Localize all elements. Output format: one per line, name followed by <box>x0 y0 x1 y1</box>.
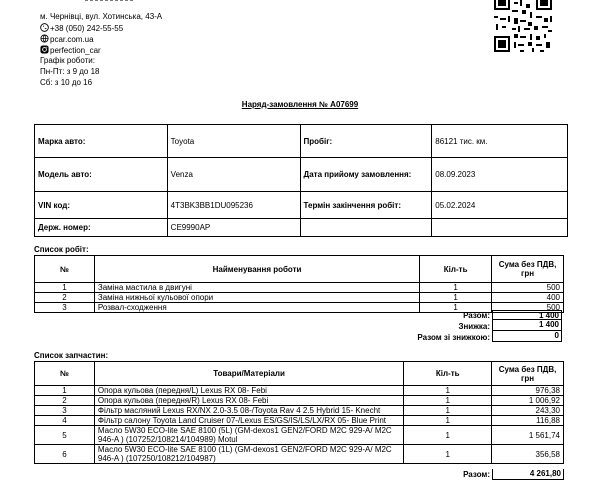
parts-section-title: Список запчастин: <box>34 351 109 360</box>
col-header-num: № <box>35 362 95 386</box>
work-sum: 500 <box>492 303 564 313</box>
part-name: Фільтр масляний Lexus RX/NX 2.0-3.5 08-/Toyota Rav 4 2.5 Hybrid 15- Knecht <box>94 406 403 416</box>
schedule-title: Графік роботи: <box>40 56 95 65</box>
table-row <box>35 283 564 293</box>
plate-label: Держ. номер: <box>35 219 168 237</box>
work-sum: 400 <box>492 293 564 303</box>
part-qty: 1 <box>404 386 492 396</box>
work-num: 2 <box>35 293 95 303</box>
order-title: Наряд-замовлення № А07699 <box>241 100 359 109</box>
col-header-name: Найменування роботи <box>94 256 419 283</box>
part-num: 2 <box>35 396 95 406</box>
parts-total-label: Разом: <box>463 470 490 479</box>
make-value: Toyota <box>167 125 300 158</box>
part-sum: 356,58 <box>492 445 564 464</box>
works-total-value: 1 400 <box>492 310 562 320</box>
part-num: 3 <box>35 406 95 416</box>
phone-line <box>40 23 123 34</box>
instagram-icon <box>40 45 49 54</box>
works-discount-value: 1 400 <box>492 320 562 331</box>
mileage-label: Пробіг: <box>300 125 432 158</box>
globe-icon <box>40 34 49 43</box>
col-header-qty: Кіл-ть <box>404 362 492 386</box>
table-row <box>35 386 564 396</box>
part-qty: 1 <box>404 396 492 406</box>
table-row <box>35 445 564 464</box>
part-name: Масло 5W30 ECO-lite SAE 8100 (5L) (GM-dexos1 GEN2/FORD M2C 929-A/ M2C 946-A ) (107252/108214/104989) Motul <box>94 426 403 445</box>
work-sum: 500 <box>492 283 564 293</box>
part-sum: 243,30 <box>492 406 564 416</box>
model-label: Модель авто: <box>35 158 168 192</box>
part-qty: 1 <box>404 406 492 416</box>
vin-label: VIN код: <box>35 192 168 219</box>
parts-total-row <box>300 470 490 480</box>
table-header-row <box>35 256 564 283</box>
plate-value: СЕ9990АР <box>167 219 300 237</box>
part-num: 5 <box>35 426 95 445</box>
col-header-sum: Сума без ПДВ, грн <box>492 256 564 283</box>
vin-value: 4T3BK3BB1DU095236 <box>167 192 300 219</box>
part-sum: 116,88 <box>492 416 564 426</box>
make-label: Марка авто: <box>35 125 168 158</box>
instagram-link[interactable]: perfection_car <box>50 46 101 55</box>
works-table <box>34 255 564 313</box>
parts-table <box>34 361 564 464</box>
part-qty: 1 <box>404 416 492 426</box>
part-name: Опора кульова (передня/R) Lexus RX 08- Febi <box>94 396 403 406</box>
table-row <box>35 219 568 237</box>
part-num: 6 <box>35 445 95 464</box>
phone-text[interactable]: +38 (050) 242-55-55 <box>50 24 124 33</box>
part-qty: 1 <box>404 445 492 464</box>
table-row <box>35 396 564 406</box>
work-qty: 1 <box>420 283 492 293</box>
works-total-row <box>300 311 490 321</box>
site-line <box>40 34 94 45</box>
part-name: Опора кульова (передня/L) Lexus RX 08- Febi <box>94 386 403 396</box>
work-num: 3 <box>35 303 95 313</box>
part-num: 4 <box>35 416 95 426</box>
works-with-discount-value: 0 <box>492 331 562 342</box>
vehicle-table <box>34 124 568 237</box>
table-row <box>35 426 564 445</box>
schedule-weekdays: Пн-Пт: з 9 до 18 <box>40 67 100 76</box>
site-link[interactable]: pcar.com.ua <box>50 35 94 44</box>
finish-date-label: Термін закінчення робіт: <box>300 192 432 219</box>
work-qty: 1 <box>420 303 492 313</box>
col-header-name: Товари/Матеріали <box>94 362 403 386</box>
header-cut-text <box>85 0 133 2</box>
part-qty: 1 <box>404 426 492 445</box>
part-sum: 976,38 <box>492 386 564 396</box>
works-with-discount-label: Разом зі знижкою: <box>417 333 490 342</box>
work-name: Розвал-сходження <box>94 303 419 313</box>
col-header-num: № <box>35 256 95 283</box>
part-sum: 1 561,74 <box>492 426 564 445</box>
works-discount-label: Знижка: <box>458 322 490 331</box>
empty-cell <box>300 219 432 237</box>
finish-date-value: 05.02.2024 <box>432 192 568 219</box>
mileage-value: 86121 тис. км. <box>432 125 568 158</box>
address-text: м. Чернівці, вул. Хотинська, 43-А <box>40 12 163 21</box>
works-discount-row <box>300 322 490 332</box>
table-row <box>35 293 564 303</box>
table-row <box>35 406 564 416</box>
instagram-line <box>40 45 101 56</box>
part-name: Фільтр салону Toyota Land Cruiser 07-/Lexus ES/GS/IS/LS/LX/RX 05- Blue Print <box>94 416 403 426</box>
accept-date-label: Дата прийому замовлення: <box>300 158 432 192</box>
col-header-qty: Кіл-ть <box>420 256 492 283</box>
works-with-discount-row <box>300 333 490 343</box>
part-sum: 1 006,92 <box>492 396 564 406</box>
col-header-sum: Сума без ПДВ, грн <box>492 362 564 386</box>
works-section-title: Список робіт: <box>34 245 89 254</box>
empty-cell <box>432 219 568 237</box>
part-num: 1 <box>35 386 95 396</box>
table-row <box>35 125 568 158</box>
table-header-row <box>35 362 564 386</box>
work-name: Заміна мастила в двигуні <box>94 283 419 293</box>
work-qty: 1 <box>420 293 492 303</box>
accept-date-value: 08.09.2023 <box>432 158 568 192</box>
table-row <box>35 158 568 192</box>
qr-code <box>492 0 554 54</box>
schedule-saturday: Сб: з 10 до 16 <box>40 78 93 87</box>
work-num: 1 <box>35 283 95 293</box>
table-row <box>35 416 564 426</box>
work-name: Заміна нижньої кульової опори <box>94 293 419 303</box>
parts-total-value: 4 261,80 <box>492 469 564 480</box>
phone-icon <box>40 23 49 32</box>
part-name: Масло 5W30 ECO-lite SAE 8100 (1L) (GM-dexos1 GEN2/FORD M2C 929-A/ M2C 946-A ) (107250/108212/104987) <box>94 445 403 464</box>
table-row <box>35 192 568 219</box>
works-total-label: Разом: <box>463 311 490 320</box>
model-value: Venza <box>167 158 300 192</box>
